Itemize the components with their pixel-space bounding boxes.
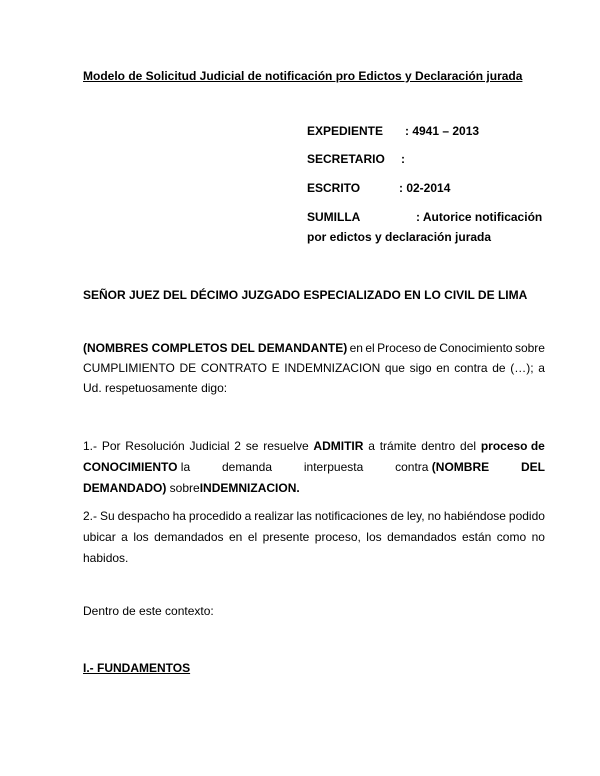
intro-paragraph <box>83 341 545 396</box>
word: de <box>390 509 404 523</box>
point-1-line-1 <box>83 439 545 454</box>
word: ha <box>172 509 186 523</box>
point-1-line-2 <box>83 460 545 475</box>
point-1-line-3 <box>83 481 545 496</box>
context-line: Dentro de este contexto: <box>83 604 214 618</box>
expediente-value: : 4941 – 2013 <box>405 124 480 138</box>
word: como <box>496 530 527 544</box>
word: el <box>247 530 258 544</box>
word: la <box>180 460 191 474</box>
word: demandados <box>154 530 224 544</box>
word: resuelve <box>263 439 309 453</box>
word: de <box>492 361 506 375</box>
word: contra <box>454 361 488 375</box>
word: Conocimiento <box>439 341 513 355</box>
word: los <box>366 530 382 544</box>
word: DEL <box>520 460 545 474</box>
word: que <box>384 361 405 375</box>
intro-line-3: Ud. respetuosamente digo: <box>83 381 228 395</box>
word: proceso de <box>480 439 545 453</box>
point-2-line-2 <box>83 530 545 545</box>
word: DEMANDADO) <box>83 481 167 495</box>
word: sigo <box>409 361 432 375</box>
word: habiéndose <box>443 509 506 523</box>
word: trámite <box>379 439 417 453</box>
word: Por <box>101 439 121 453</box>
word: demanda <box>221 460 273 474</box>
word: a <box>538 361 545 375</box>
word: ubicar <box>83 530 116 544</box>
word: notificaciones <box>314 509 388 523</box>
word: DE <box>179 361 197 375</box>
word: interpuesta <box>303 460 364 474</box>
word: están <box>461 530 492 544</box>
word: despacho <box>117 509 170 523</box>
word: sobre <box>169 481 200 495</box>
sumilla-value-continued: por edictos y declaración jurada <box>307 230 492 244</box>
point-1-paragraph <box>83 439 545 496</box>
word: CONOCIMIENTO <box>83 460 178 474</box>
addressee: SEÑOR JUEZ DEL DÉCIMO JUZGADO ESPECIALIZADO EN LO CIVIL DE LIMA <box>83 288 528 302</box>
word: ley, <box>406 509 425 523</box>
word: en <box>228 530 243 544</box>
point-2-line-1 <box>83 509 545 524</box>
word: de <box>423 341 437 355</box>
section-heading: I.- FUNDAMENTOS <box>83 661 191 675</box>
word: Judicial <box>189 439 230 453</box>
word: demandados <box>387 530 457 544</box>
word: a <box>368 439 375 453</box>
word: 2.- <box>83 509 98 523</box>
intro-line-1 <box>83 341 545 356</box>
expediente-label: EXPEDIENTE <box>307 124 384 138</box>
word: podido <box>508 509 545 523</box>
word: E <box>271 361 280 375</box>
word: ADMITIR <box>313 439 364 453</box>
word: (…); <box>510 361 534 375</box>
word: el <box>365 341 375 355</box>
word: 1.- <box>83 439 98 453</box>
word: las <box>296 509 312 523</box>
word: a <box>244 509 252 523</box>
sumilla-value: : Autorice notificación <box>416 210 543 224</box>
word: contra <box>395 460 429 474</box>
sumilla-label: SUMILLA <box>307 210 361 224</box>
word: 2 <box>234 439 241 453</box>
word: CUMPLIMIENTO <box>83 361 175 375</box>
word: realizar <box>254 509 294 523</box>
word: INDEMNIZACION <box>284 361 381 375</box>
escrito-value: : 02-2014 <box>399 181 451 195</box>
point-2-line-3: habidos. <box>83 551 129 565</box>
word: no <box>531 530 545 544</box>
word: Proceso <box>377 341 422 355</box>
secretario-label: SECRETARIO <box>307 152 385 166</box>
word: Su <box>99 509 115 523</box>
document-title: Modelo de Solicitud Judicial de notificación pro Edictos y Declaración jurada <box>83 69 523 83</box>
secretario-value: : <box>401 152 405 166</box>
word: CONTRATO <box>200 361 267 375</box>
word: (NOMBRE <box>431 460 490 474</box>
word: proceso, <box>314 530 361 544</box>
word: INDEMNIZACION. <box>199 481 300 495</box>
word: a <box>121 530 128 544</box>
intro-line-2 <box>83 361 545 376</box>
word: Resolución <box>125 439 185 453</box>
escrito-label: ESCRITO <box>307 181 361 195</box>
word: procedido <box>188 509 242 523</box>
plaintiff-name: (NOMBRES COMPLETOS DEL DEMANDANTE) <box>83 341 348 355</box>
word: del <box>460 439 477 453</box>
word: los <box>133 530 149 544</box>
word: dentro <box>421 439 456 453</box>
word: se <box>245 439 259 453</box>
word: sobre <box>514 341 545 355</box>
word: en <box>349 341 363 355</box>
point-2-paragraph <box>83 509 545 566</box>
word: presente <box>262 530 310 544</box>
word: en <box>436 361 450 375</box>
word: no <box>427 509 441 523</box>
